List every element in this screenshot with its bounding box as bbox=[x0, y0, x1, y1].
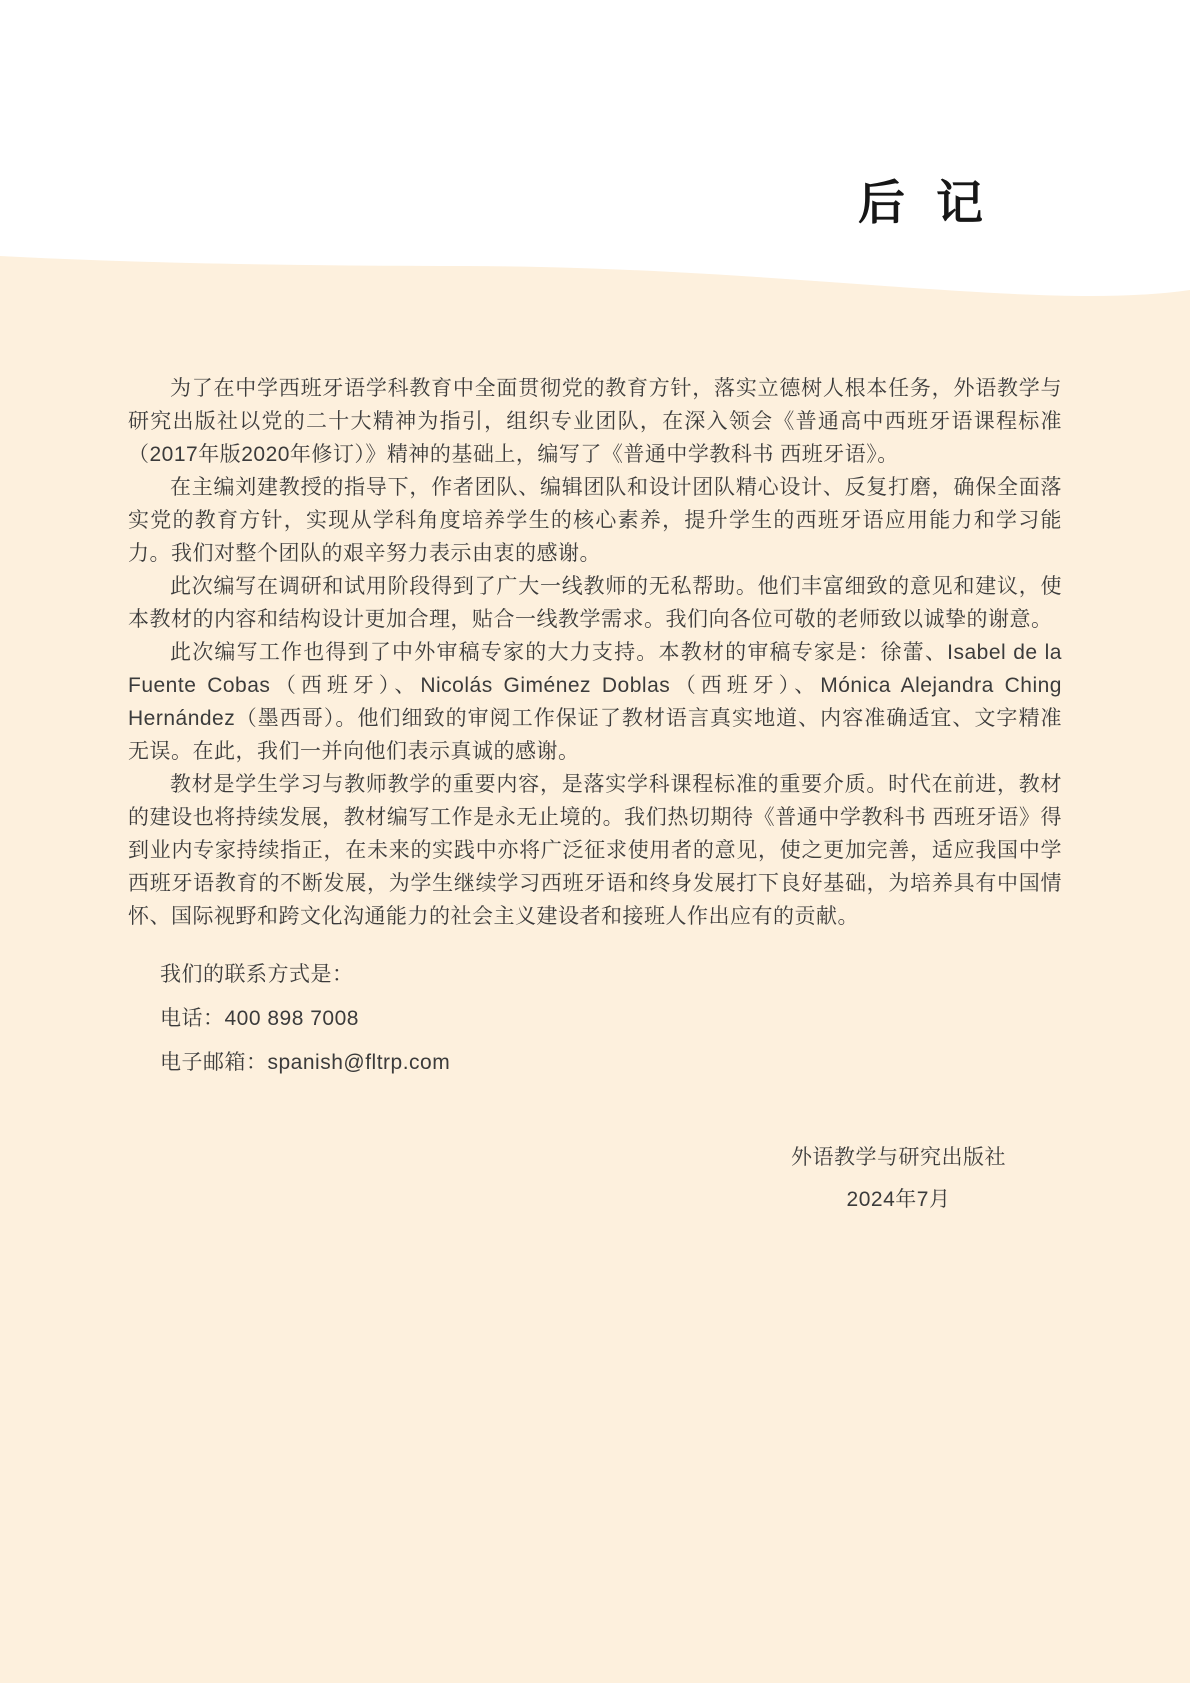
header-curve-decoration bbox=[0, 0, 1190, 320]
contact-email: 电子邮箱：spanish@fltrp.com bbox=[160, 1051, 451, 1074]
contact-phone: 电话：400 898 7008 bbox=[160, 1007, 359, 1030]
afterword-body bbox=[128, 372, 1062, 1221]
page-title: 后 记 bbox=[857, 176, 992, 229]
paragraph-2: 在主编刘建教授的指导下，作者团队、编辑团队和设计团队精心设计、反复打磨，确保全面落实党的教育方针，实现从学科角度培养学生的核心素养，提升学生的西班牙语应用能力和学习能力。我们对整个团队的艰辛努力表示由衷的感谢。 bbox=[128, 476, 1062, 565]
contact-block bbox=[128, 953, 1062, 1085]
paragraph-1: 为了在中学西班牙语学科教育中全面贯彻党的教育方针，落实立德树人根本任务，外语教学与研究出版社以党的二十大精神为指引，组织专业团队，在深入领会《普通高中西班牙语课程标准（2017年版2020年修订）》精神的基础上，编写了《普通中学教科书 西班牙语》。 bbox=[128, 377, 1062, 466]
signature-date: 2024年7月 bbox=[846, 1188, 951, 1211]
paragraph-3: 此次编写在调研和试用阶段得到了广大一线教师的无私帮助。他们丰富细致的意见和建议，使本教材的内容和结构设计更加合理，贴合一线教学需求。我们向各位可敬的老师致以诚挚的谢意。 bbox=[128, 575, 1062, 631]
paragraph-4: 此次编写工作也得到了中外审稿专家的大力支持。本教材的审稿专家是：徐蕾、Isabel de la Fuente Cobas（西班牙）、Nicolás Giménez Doblas（西班牙）、Mónica Alejandra Ching Hernández（墨西哥）。他们细致的审阅工作保证了教材语言真实地道、内容准确适宜、文字精准无误。在此，我们一并向他们表示真诚的感谢。 bbox=[128, 641, 1062, 763]
signature-block bbox=[791, 1137, 1006, 1221]
paragraph-5: 教材是学生学习与教师教学的重要内容，是落实学科课程标准的重要介质。时代在前进，教材的建设也将持续发展，教材编写工作是永无止境的。我们热切期待《普通中学教科书 西班牙语》得到业内专家持续指正，在未来的实践中亦将广泛征求使用者的意见，使之更加完善，适应我国中学西班牙语教育的不断发展，为学生继续学习西班牙语和终身发展打下良好基础，为培养具有中国情怀、国际视野和跨文化沟通能力的社会主义建设者和接班人作出应有的贡献。 bbox=[128, 773, 1062, 928]
contact-intro: 我们的联系方式是： bbox=[160, 963, 354, 986]
signature-publisher: 外语教学与研究出版社 bbox=[791, 1146, 1006, 1169]
